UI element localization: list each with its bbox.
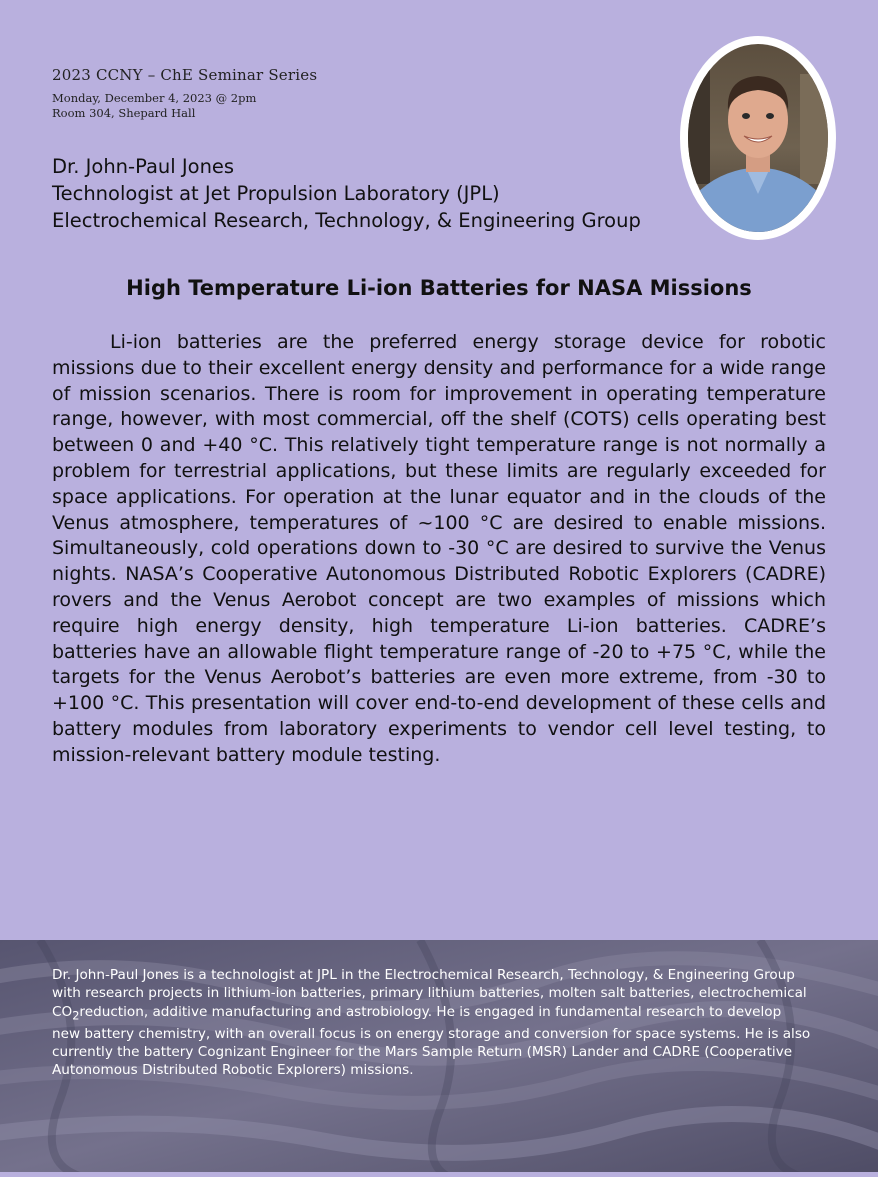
seminar-series-title: 2023 CCNY – ChE Seminar Series	[52, 66, 318, 84]
seminar-room: Room 304, Shepard Hall	[52, 106, 196, 120]
seminar-date-time: Monday, December 4, 2023 @ 2pm	[52, 91, 257, 105]
talk-title: High Temperature Li-ion Batteries for NASA Missions	[126, 276, 752, 300]
speaker-group: Electrochemical Research, Technology, & Engineering Group	[52, 209, 641, 232]
speaker-bio	[52, 966, 812, 1080]
talk-abstract: Li-ion batteries are the preferred energy storage device for robotic missions due to their excellent energy density and performance for a wide range of mission scenarios. There is room for improvement in operating temperature range, however, with most commercial, off the shelf (COTS) cells operating best between 0 and +40 °C. This relatively tight temperature range is not normally a problem for terrestrial applications, but these limits are regularly exceeded for space applications. For operation at the lunar equator and in the clouds of the Venus atmosphere, temperatures of ~100 °C are desired to enable missions. Simultaneously, cold operations down to -30 °C are desired to survive the Venus nights. NASA’s Cooperative Autonomous Distributed Robotic Explorers (CADRE) rovers and the Venus Aerobot concept are two examples of missions which require high energy density, high temperature Li-ion batteries. CADRE’s batteries have an allowable flight temperature range of -20 to +75 °C, while the targets for the Venus Aerobot’s batteries are even more extreme, from -30 to +100 °C. This presentation will cover end-to-end development of these cells and battery modules from laboratory experiments to vendor cell level testing, to mission-relevant battery module testing.	[52, 331, 826, 766]
bio-subscript: 2	[72, 1008, 80, 1023]
speaker-name: Dr. John-Paul Jones	[52, 155, 235, 178]
bio-text-part1: Dr. John-Paul Jones is a technologist at JPL in the Electrochemical Research, Technology, & Engineering Group with research projects in lithium-ion batteries, primary lithium batteries, molten salt batteries, electrochemical CO	[52, 967, 807, 1020]
speaker-position: Technologist at Jet Propulsion Laboratory (JPL)	[52, 182, 500, 205]
bio-text-part2: reduction, additive manufacturing and astrobiology. He is engaged in fundamental research to develop new battery chemistry, with an overall focus is on energy storage and conversion for space systems. He is also currently the battery Cognizant Engineer for the Mars Sample Return (MSR) Lander and CADRE (Cooperative Autonomous Distributed Robotic Explorers) missions.	[52, 1003, 811, 1079]
speaker-photo	[688, 44, 828, 232]
